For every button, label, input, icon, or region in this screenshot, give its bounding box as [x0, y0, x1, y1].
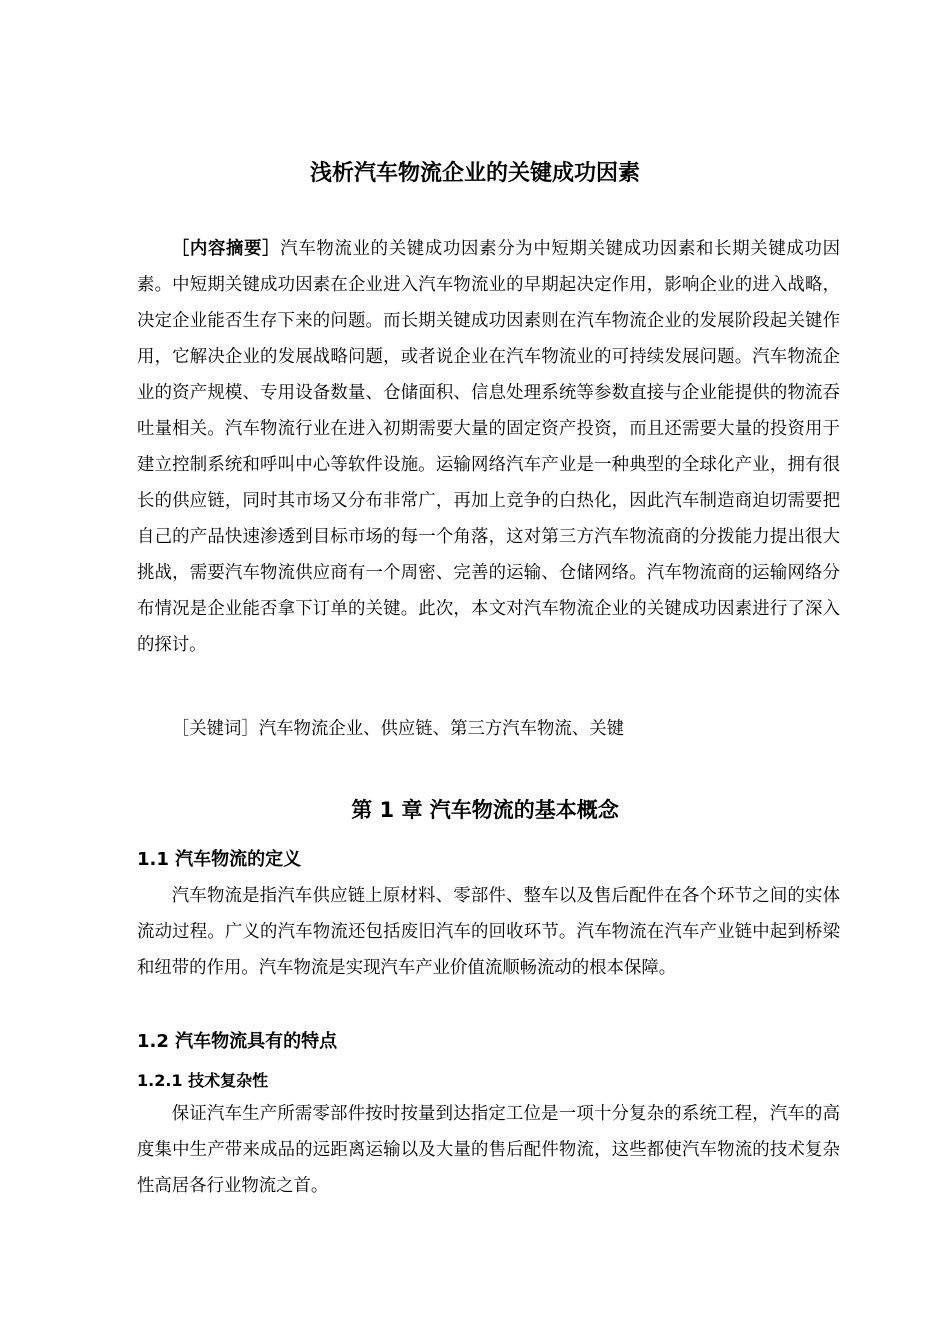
abstract-text: 汽车物流业的关键成功因素分为中短期关键成功因素和长期关键成功因素。中短期关键成功因素在企业进入汽车物流业的早期起决定作用，影响企业的进入战略，决定企业能否生存下来的问题。而长期关键成功因素则在汽车物流企业的发展阶段起关键作用，它解决企业的发展战略问题，或者说企业在汽车物流业的可持续发展问题。汽车物流企业的资产规模、专用设备数量、仓储面积、信息处理系统等参数直接与企业能提供的物流吞吐量相关。汽车物流行业在进入初期需要大量的固定资产投资，而且还需要大量的投资用于建立控制系统和呼叫中心等软件设施。运输网络汽车产业是一种典型的全球化产业，拥有很长的供应链，同时其市场又分布非常广，再加上竞争的白热化，因此汽车制造商迫切需要把自己的产品快速渗透到目标市场的每一个角落，这对第三方汽车物流商的分拨能力提出很大挑战，需要汽车物流供应商有一个周密、完善的运输、仓储网络。汽车物流商的运输网络分布情况是企业能否拿下订单的关键。此次，本文对汽车物流企业的关键成功因素进行了深入的探讨。 — [137, 239, 840, 655]
abstract-label: ［内容摘要］ — [171, 239, 281, 259]
abstract-paragraph — [137, 231, 840, 663]
section-1-1-body — [137, 878, 840, 986]
section-1-2-1-body — [137, 1096, 840, 1204]
section-1-2-1-paragraph: 保证汽车生产所需零部件按时按量到达指定工位是一项十分复杂的系统工程，汽车的高度集中生产带来成品的远距离运输以及大量的售后配件物流，这些都使汽车物流的技术复杂性高居各行业物流之首。 — [137, 1104, 840, 1196]
section-heading-1-1: 1.1 汽车物流的定义 — [137, 849, 302, 870]
keywords-text: 汽车物流企业、供应链、第三方汽车物流、关键 — [258, 719, 624, 739]
section-1-1-paragraph: 汽车物流是指汽车供应链上原材料、零部件、整车以及售后配件在各个环节之间的实体流动过程。广义的汽车物流还包括废旧汽车的回收环节。汽车物流在汽车产业链中起到桥梁和纽带的作用。汽车物流是实现汽车产业价值流顺畅流动的根本保障。 — [137, 886, 840, 978]
chapter-heading: 第 1 章 汽车物流的基本概念 — [351, 798, 619, 822]
document-title: 浅析汽车物流企业的关键成功因素 — [309, 161, 640, 186]
abstract-section — [137, 231, 840, 663]
keywords-label: ［关键词］ — [171, 719, 259, 739]
section-heading-1-2-1: 1.2.1 技术复杂性 — [137, 1071, 269, 1090]
keywords-paragraph — [137, 711, 840, 747]
keywords-section — [137, 711, 840, 747]
section-heading-1-2: 1.2 汽车物流具有的特点 — [137, 1031, 338, 1052]
